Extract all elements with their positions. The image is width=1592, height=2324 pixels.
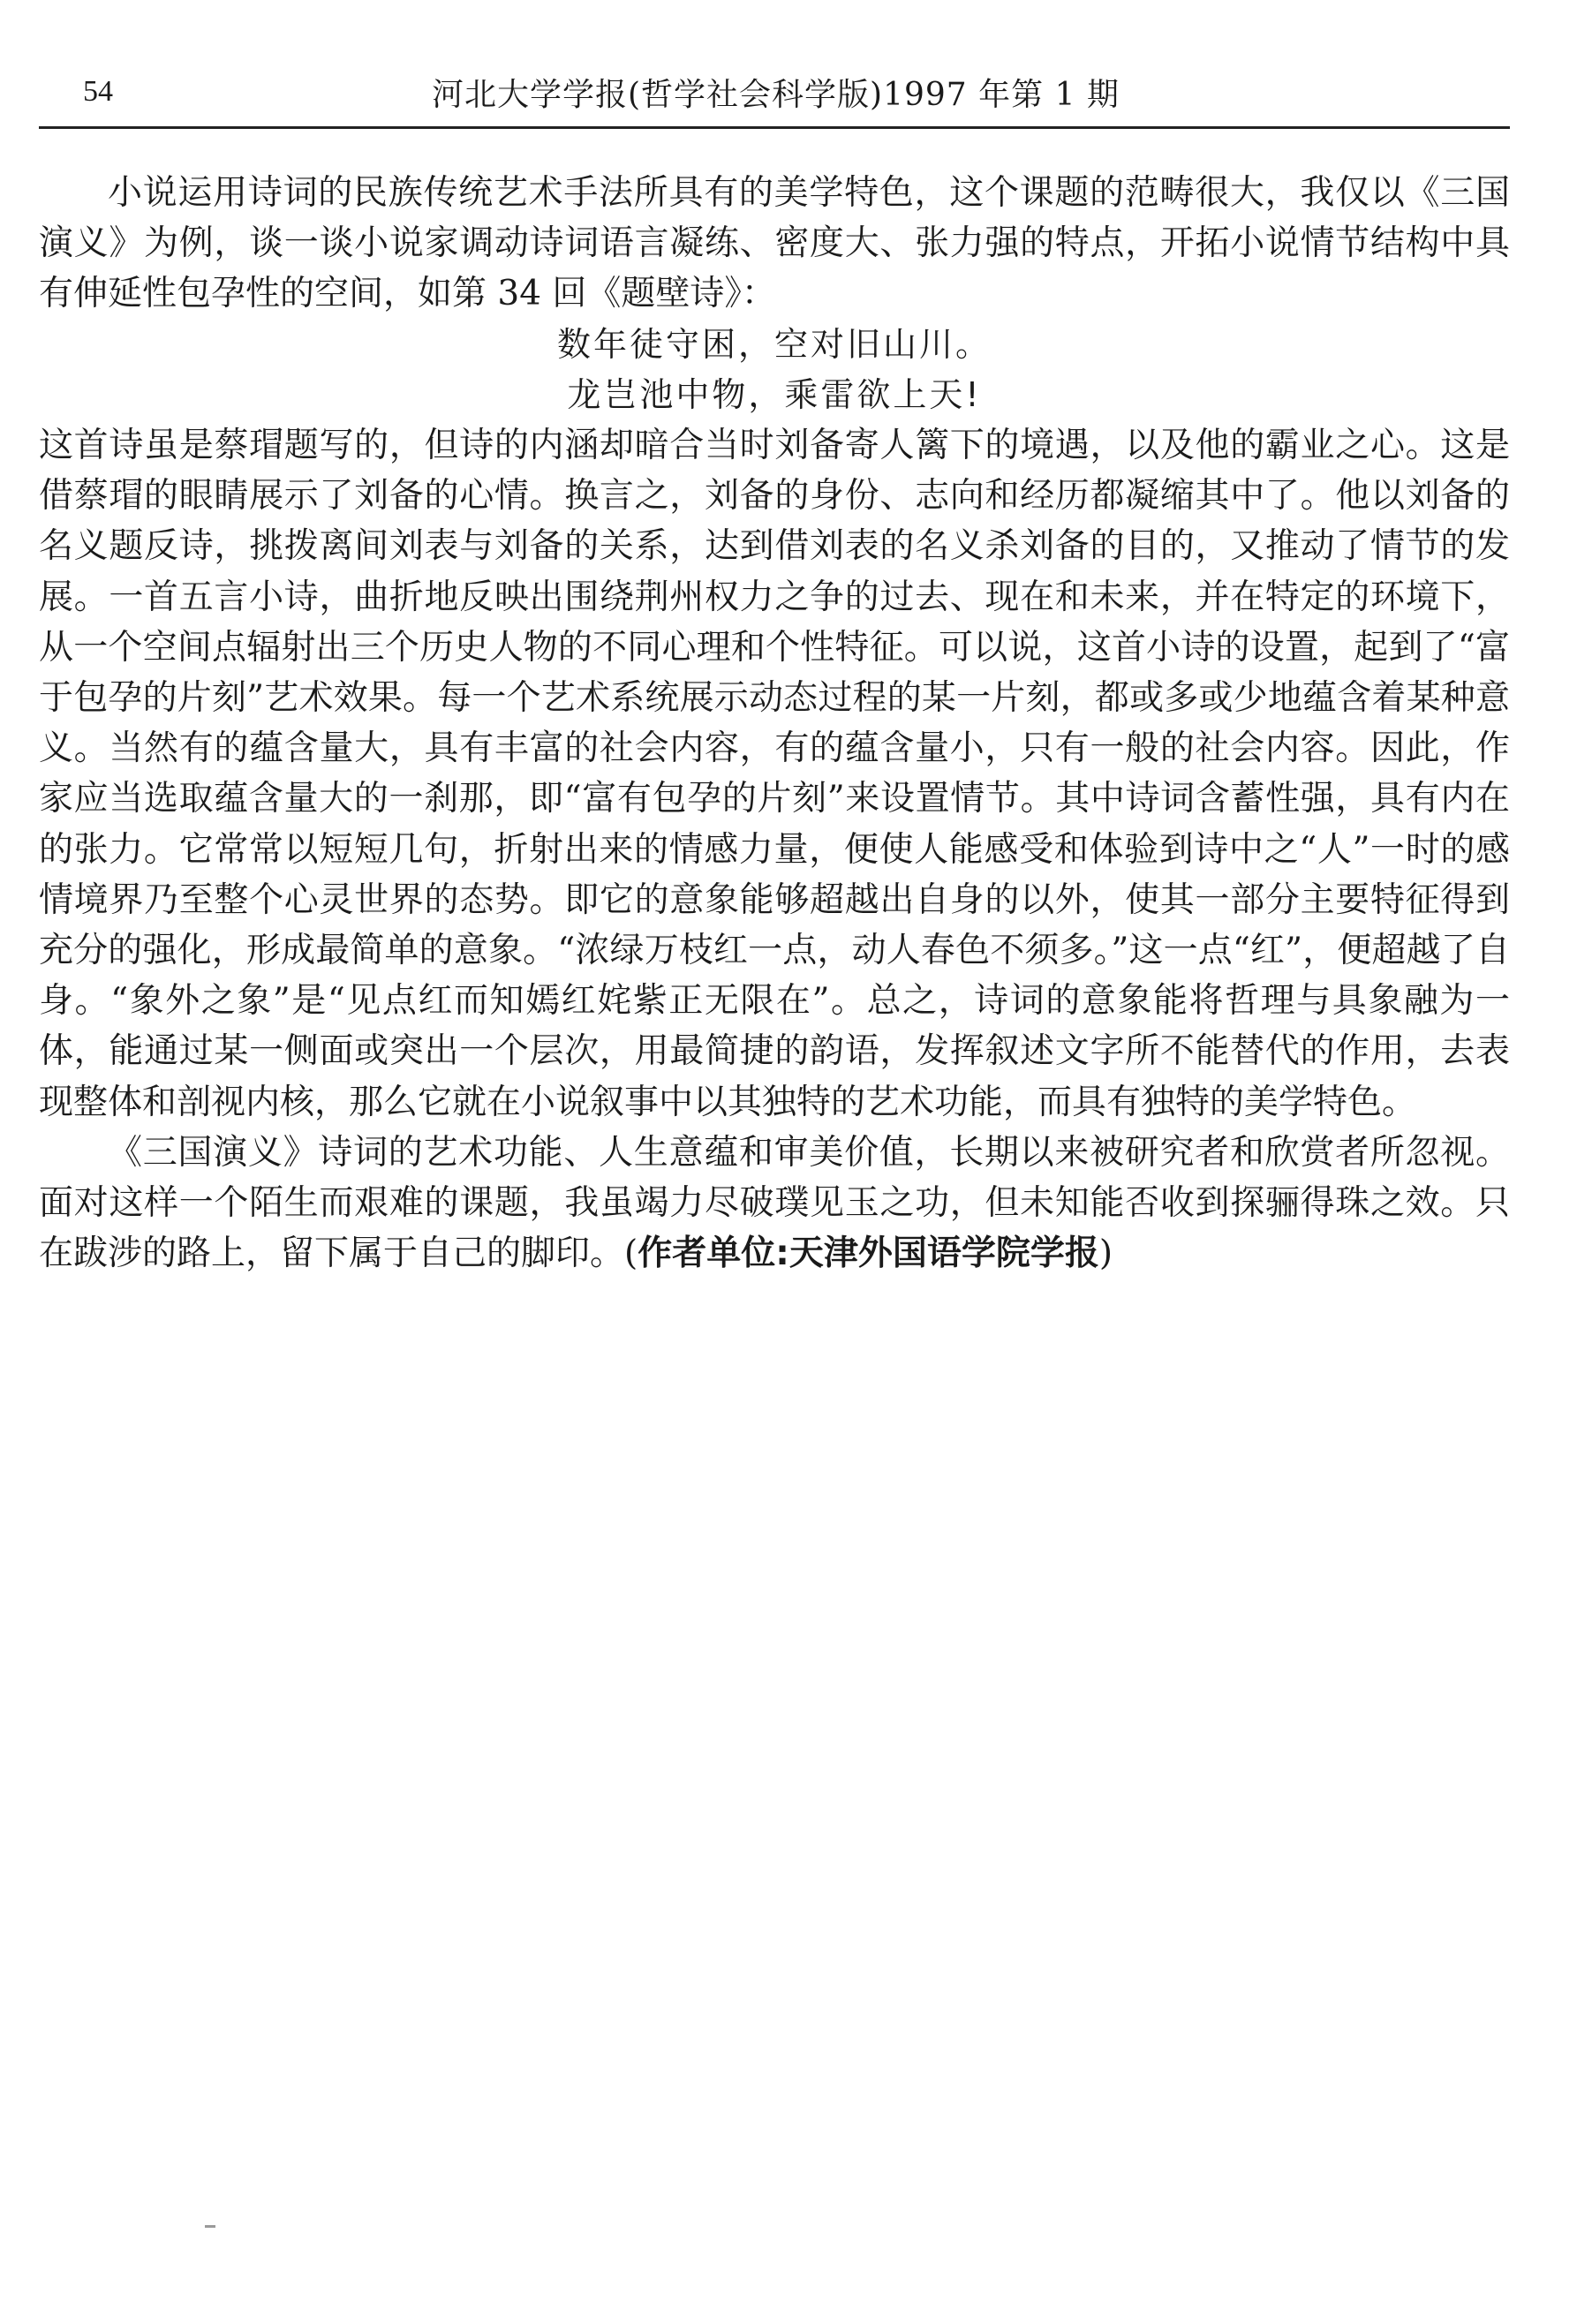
paragraph-analysis: 这首诗虽是蔡瑁题写的，但诗的内涵却暗合当时刘备寄人篱下的境遇，以及他的霸业之心。这是借蔡瑁的眼睛展示了刘备的心情。换言之，刘备的身份、志向和经历都凝缩其中了。他以刘备的名义题反诗，挑拨离间刘表与刘备的关系，达到借刘表的名义杀刘备的目的，又推动了情节的发展。一首五言小诗，曲折地反映出围绕荆州权力之争的过去、现在和未来，并在特定的环境下，从一个空间点辐射出三个历史人物的不同心理和个性特征。可以说，这首小诗的设置，起到了“富于包孕的片刻”艺术效果。每一个艺术系统展示动态过程的某一片刻，都或多或少地蕴含着某种意义。当然有的蕴含量大，具有丰富的社会内容，有的蕴含量小，只有一般的社会内容。因此，作家应当选取蕴含量大的一刹那，即“富有包孕的片刻”来设置情节。其中诗词含蓄性强，具有内在的张力。它常常以短短几句，折射出来的情感力量，便使人能感受和体验到诗中之“人”一时的感情境界乃至整个心灵世界的态势。即它的意象能够超越出自身的以外，使其一部分主要特征得到充分的强化，形成最简单的意象。“浓绿万枝红一点，动人春色不须多。”这一点“红”，便超越了自身。“象外之象”是“见点红而知嫣红姹紫正无限在”。总之，诗词的意象能将哲理与具象融为一体，能通过某一侧面或突出一个层次，用最简捷的韵语，发挥叙述文字所不能替代的作用，去表现整体和剖视内核，那么它就在小说叙事中以其独特的艺术功能，而具有独特的美学特色。	[39, 426, 1510, 1122]
poem-line-2: 龙岂池中物，乘雷欲上天!	[567, 374, 982, 414]
running-header	[39, 72, 1510, 125]
journal-title: 河北大学学报(哲学社会科学版)1997 年第 1 期	[432, 77, 1120, 113]
poem-line-1: 数年徒守困，空对旧山川。	[556, 324, 992, 364]
paragraph-conclusion-text: 《三国演义》诗词的艺术功能、人生意蕴和审美价值，长期以来被研究者和欣赏者所忽视。面对这样一个陌生而艰难的课题，我虽竭力尽破璞见玉之功，但未知能否收到探骊得珠之效。只在跋涉的路上，留下属于自己的脚印。	[39, 1132, 1510, 1274]
paragraph-intro: 小说运用诗词的民族传统艺术手法所具有的美学特色，这个课题的范畴很大，我仅以《三国演义》为例，谈一谈小说家调动诗词语言凝练、密度大、张力强的特点，开拓小说情节结构中具有伸延性包孕性的空间，如第 34 回《题壁诗》：	[39, 173, 1510, 314]
author-note-close-paren: )	[1098, 1234, 1113, 1274]
author-note-open-paren: (	[624, 1234, 638, 1274]
page-number: 54	[83, 75, 113, 108]
paragraph-conclusion	[39, 1128, 1510, 1279]
article-body	[39, 168, 1510, 1279]
author-affiliation: 作者单位:天津外国语学院学报	[638, 1234, 1099, 1274]
scan-artifact-mark	[205, 2225, 215, 2228]
header-rule	[39, 126, 1510, 129]
